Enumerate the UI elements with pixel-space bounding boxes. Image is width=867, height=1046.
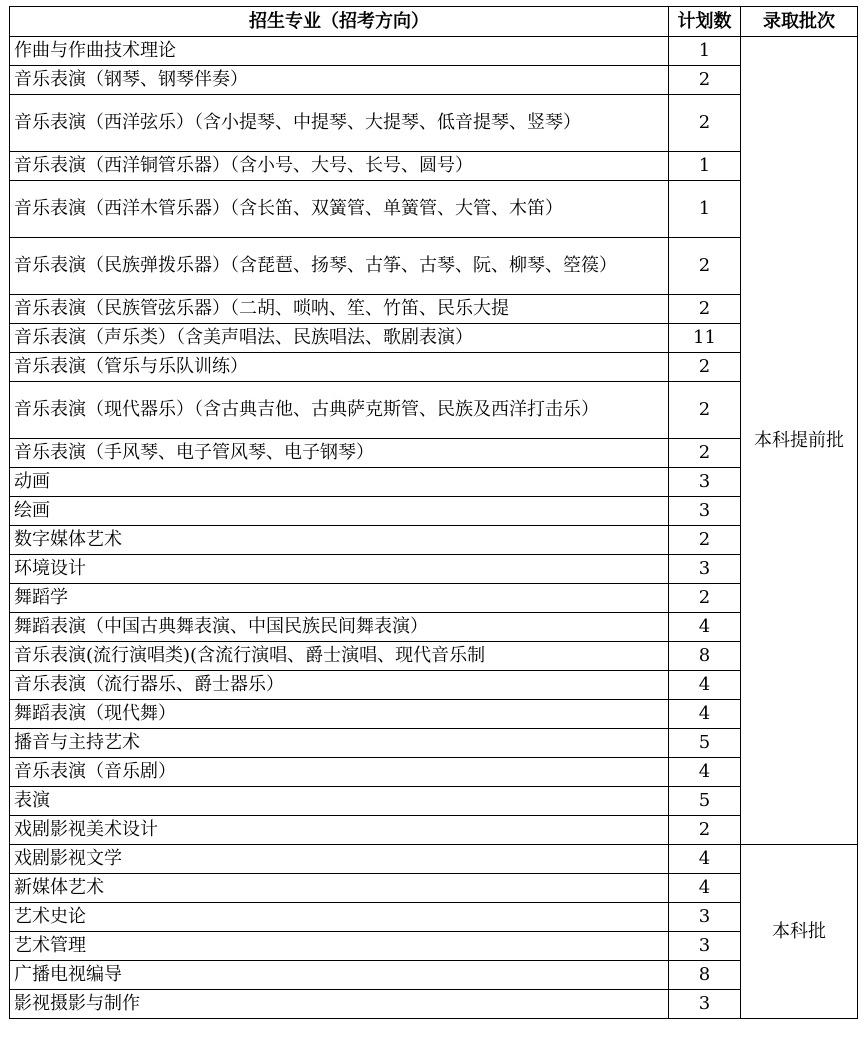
plan-count-cell: 2 <box>669 353 741 382</box>
major-cell: 音乐表演(流行演唱类)(含流行演唱、爵士演唱、现代音乐制 <box>10 642 669 671</box>
plan-count-cell: 3 <box>669 932 741 961</box>
header-plan-count: 计划数 <box>669 7 741 37</box>
table-row <box>10 584 858 613</box>
header-major: 招生专业（招考方向） <box>10 7 669 37</box>
table-row <box>10 961 858 990</box>
table-row <box>10 439 858 468</box>
table-row <box>10 526 858 555</box>
major-cell: 播音与主持艺术 <box>10 729 669 758</box>
plan-count-cell: 5 <box>669 787 741 816</box>
table-row <box>10 729 858 758</box>
plan-count-cell: 1 <box>669 181 741 238</box>
plan-count-cell: 3 <box>669 555 741 584</box>
major-cell: 舞蹈表演（现代舞） <box>10 700 669 729</box>
table-row <box>10 238 858 295</box>
plan-count-cell: 11 <box>669 324 741 353</box>
table-row <box>10 497 858 526</box>
table-row <box>10 152 858 181</box>
major-cell: 绘画 <box>10 497 669 526</box>
table-row <box>10 555 858 584</box>
header-admission-batch: 录取批次 <box>741 7 858 37</box>
plan-count-cell: 4 <box>669 874 741 903</box>
plan-count-cell: 8 <box>669 642 741 671</box>
major-cell: 音乐表演（民族管弦乐器）（二胡、唢呐、笙、竹笛、民乐大提 <box>10 295 669 324</box>
header-row <box>10 7 858 37</box>
plan-count-cell: 2 <box>669 238 741 295</box>
table-row <box>10 642 858 671</box>
plan-count-cell: 5 <box>669 729 741 758</box>
plan-count-cell: 4 <box>669 758 741 787</box>
table-row <box>10 181 858 238</box>
major-cell: 舞蹈表演（中国古典舞表演、中国民族民间舞表演） <box>10 613 669 642</box>
plan-count-cell: 8 <box>669 961 741 990</box>
batch-cell-regular: 本科批 <box>741 845 858 1019</box>
plan-count-cell: 3 <box>669 468 741 497</box>
plan-count-cell: 2 <box>669 526 741 555</box>
table-row <box>10 353 858 382</box>
table-row <box>10 66 858 95</box>
enrollment-plan-table <box>9 6 858 1019</box>
plan-count-cell: 2 <box>669 816 741 845</box>
table-row <box>10 382 858 439</box>
major-cell: 音乐表演（钢琴、钢琴伴奏） <box>10 66 669 95</box>
plan-count-cell: 4 <box>669 700 741 729</box>
table-row <box>10 671 858 700</box>
major-cell: 作曲与作曲技术理论 <box>10 37 669 66</box>
table-row <box>10 932 858 961</box>
table-row <box>10 613 858 642</box>
plan-count-cell: 1 <box>669 152 741 181</box>
table-row <box>10 37 858 66</box>
table-row <box>10 787 858 816</box>
major-cell: 音乐表演（音乐剧） <box>10 758 669 787</box>
major-cell: 音乐表演（西洋铜管乐器）（含小号、大号、长号、圆号） <box>10 152 669 181</box>
plan-count-cell: 4 <box>669 613 741 642</box>
major-cell: 动画 <box>10 468 669 497</box>
plan-count-cell: 2 <box>669 66 741 95</box>
major-cell: 音乐表演（现代器乐）（含古典吉他、古典萨克斯管、民族及西洋打击乐） <box>10 382 669 439</box>
major-cell: 数字媒体艺术 <box>10 526 669 555</box>
major-cell: 舞蹈学 <box>10 584 669 613</box>
plan-count-cell: 2 <box>669 439 741 468</box>
plan-count-cell: 3 <box>669 903 741 932</box>
major-cell: 环境设计 <box>10 555 669 584</box>
plan-count-cell: 4 <box>669 671 741 700</box>
major-cell: 新媒体艺术 <box>10 874 669 903</box>
major-cell: 艺术史论 <box>10 903 669 932</box>
major-cell: 戏剧影视文学 <box>10 845 669 874</box>
plan-count-cell: 3 <box>669 990 741 1019</box>
table-row <box>10 468 858 497</box>
major-cell: 音乐表演（民族弹拨乐器）（含琵琶、扬琴、古筝、古琴、阮、柳琴、箜篌） <box>10 238 669 295</box>
major-cell: 音乐表演（西洋弦乐）（含小提琴、中提琴、大提琴、低音提琴、竖琴） <box>10 95 669 152</box>
table-row <box>10 990 858 1019</box>
major-cell: 影视摄影与制作 <box>10 990 669 1019</box>
major-cell: 音乐表演（手风琴、电子管风琴、电子钢琴） <box>10 439 669 468</box>
batch-cell-early: 本科提前批 <box>741 37 858 845</box>
table-row <box>10 758 858 787</box>
table-row <box>10 295 858 324</box>
major-cell: 戏剧影视美术设计 <box>10 816 669 845</box>
major-cell: 音乐表演（管乐与乐队训练） <box>10 353 669 382</box>
major-cell: 音乐表演（西洋木管乐器）（含长笛、双簧管、单簧管、大管、木笛） <box>10 181 669 238</box>
major-cell: 音乐表演（流行器乐、爵士器乐） <box>10 671 669 700</box>
plan-count-cell: 4 <box>669 845 741 874</box>
table-row <box>10 324 858 353</box>
plan-count-cell: 1 <box>669 37 741 66</box>
major-cell: 表演 <box>10 787 669 816</box>
major-cell: 音乐表演（声乐类）（含美声唱法、民族唱法、歌剧表演） <box>10 324 669 353</box>
plan-count-cell: 3 <box>669 497 741 526</box>
table-row <box>10 845 858 874</box>
table-row <box>10 903 858 932</box>
plan-count-cell: 2 <box>669 95 741 152</box>
plan-count-cell: 2 <box>669 584 741 613</box>
major-cell: 艺术管理 <box>10 932 669 961</box>
table-row <box>10 700 858 729</box>
table-row <box>10 816 858 845</box>
major-cell: 广播电视编导 <box>10 961 669 990</box>
plan-count-cell: 2 <box>669 295 741 324</box>
table-row <box>10 874 858 903</box>
table-row <box>10 95 858 152</box>
plan-count-cell: 2 <box>669 382 741 439</box>
